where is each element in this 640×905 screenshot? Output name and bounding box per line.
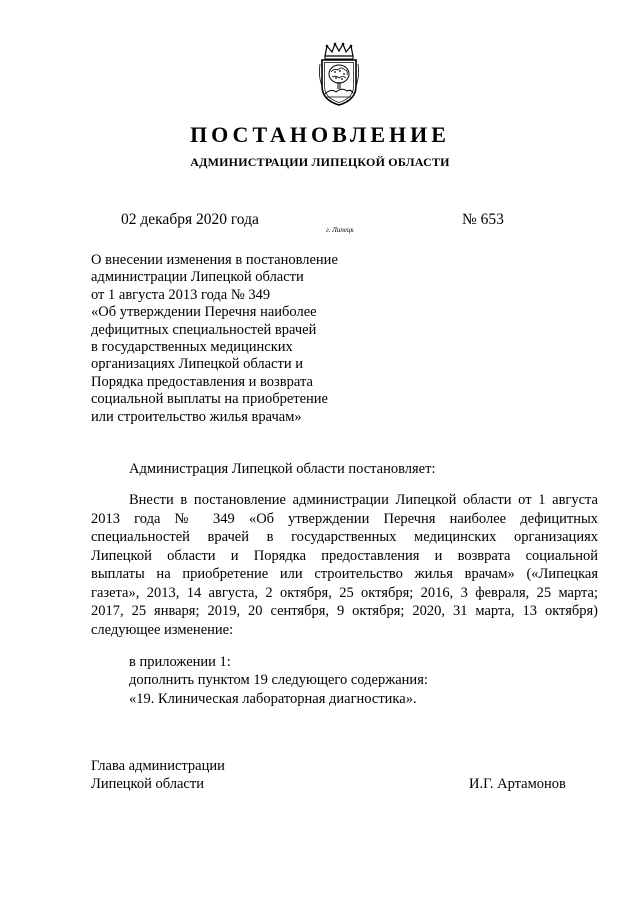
document-title: ПОСТАНОВЛЕНИЕ <box>190 122 450 147</box>
heading-line: от 1 августа 2013 года № 349 <box>91 286 271 303</box>
document-date: 02 декабря 2020 года <box>121 211 259 228</box>
heading-line: О внесении изменения в постановление <box>91 252 338 268</box>
change-list <box>129 653 428 708</box>
paragraph-line: газета», 2013, 14 августа, 2 октября, 25 октября; 2016, 3 февраля, 25 марта; <box>91 584 598 601</box>
change-item: «19. Клиническая лабораторная диагностика». <box>129 690 417 707</box>
position-line: Липецкой области <box>91 776 204 793</box>
signatory-name: И.Г. Артамонов <box>469 776 566 792</box>
paragraph-line: 2017, 25 января; 2019, 20 сентября, 9 октября; 2020, 31 марта, 13 октября) <box>91 603 598 619</box>
paragraph-line: специальностей врачей в государственных медицинских организациях <box>91 529 598 545</box>
paragraph-line: Липецкой области и Порядка предоставления и возврата социальной <box>91 547 598 564</box>
document-number: № 653 <box>462 211 504 228</box>
paragraph-line: выплаты на приобретение или строительство жилья врачам» («Липецкая <box>91 566 598 582</box>
heading-line: в государственных медицинских <box>91 339 293 356</box>
coat-of-arms-icon <box>316 42 362 108</box>
paragraph-line: Внести в постановление администрации Липецкой области от 1 августа <box>129 492 598 508</box>
document-heading <box>91 252 381 426</box>
heading-line: Порядка предоставления и возврата <box>91 373 313 390</box>
paragraph-line: следующее изменение: <box>91 621 234 638</box>
signatory-position <box>91 757 225 794</box>
change-item: дополнить пунктом 19 следующего содержания: <box>129 672 428 689</box>
document-city: г. Липецк <box>326 226 354 234</box>
position-line: Глава администрации <box>91 758 225 774</box>
heading-line: или строительство жилья врачам» <box>91 408 302 425</box>
change-item: в приложении 1: <box>129 654 231 670</box>
resolution-intro: Администрация Липецкой области постановляет: <box>129 461 436 477</box>
heading-line: дефицитных специальностей врачей <box>91 321 317 338</box>
heading-line: организациях Липецкой области и <box>91 356 303 373</box>
resolution-paragraph <box>91 491 598 639</box>
heading-line: социальной выплаты на приобретение <box>91 391 328 408</box>
heading-line: «Об утверждении Перечня наиболее <box>91 304 317 321</box>
paragraph-line: 2013 года № 349 «Об утверждении Перечня наиболее дефицитных <box>91 510 598 527</box>
heading-line: администрации Липецкой области <box>91 269 304 286</box>
issuing-authority: АДМИНИСТРАЦИИ ЛИПЕЦКОЙ ОБЛАСТИ <box>190 155 450 169</box>
